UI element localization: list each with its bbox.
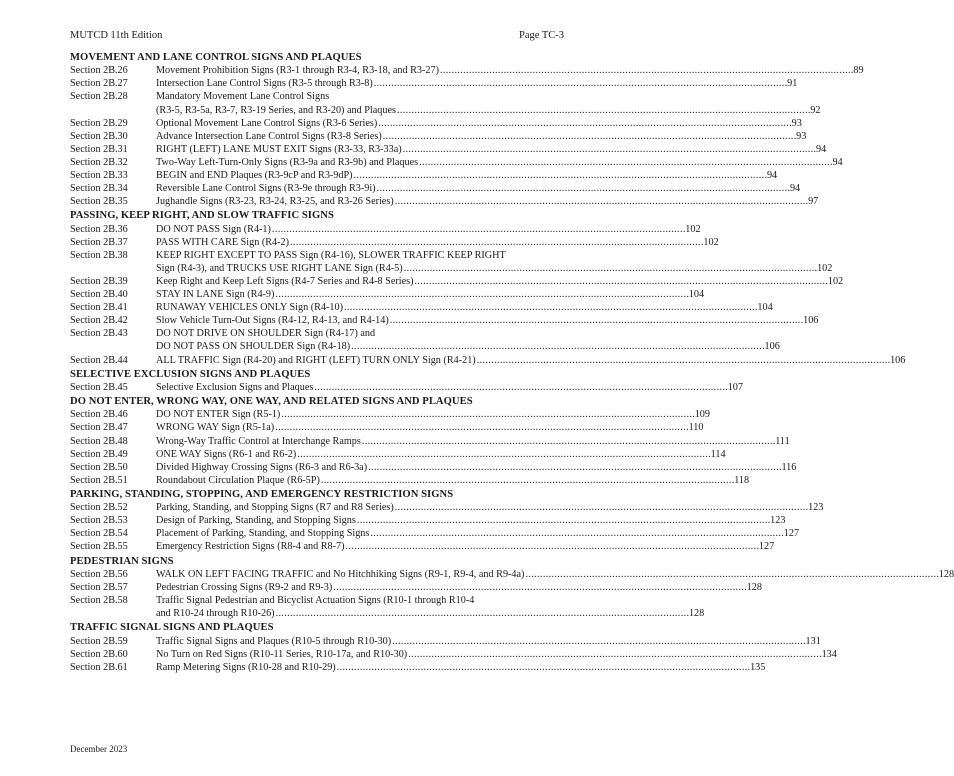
section-number: Section 2B.31 [70,143,128,155]
entry-title: DO NOT ENTER Sign (R5-1) [156,409,281,421]
section-number: Section 2B.48 [70,435,128,447]
dot-leader [356,514,769,527]
toc-group-heading: SELECTIVE EXCLUSION SIGNS AND PLAQUES [70,368,311,380]
entry-title: Reversible Lane Control Signs (R3-9e through R3-9i) [156,183,376,195]
page-ref: 110 [688,422,704,434]
entry-title: Placement of Parking, Standing, and Stopping Signs [156,528,370,540]
toc-entry [70,223,701,236]
toc-entry [70,354,906,367]
page-ref: 109 [694,409,710,421]
toc-entry-continuation [70,262,833,275]
dot-leader [367,461,780,474]
entry-title: DO NOT PASS Sign (R4-1) [156,223,271,235]
dot-leader [413,275,826,288]
page-ref: 128 [938,568,954,580]
entry-title: Keep Right and Keep Left Signs (R4-7 Series and R4-8 Series) [156,276,414,287]
section-number: Section 2B.41 [70,302,128,314]
entry-title: DO NOT DRIVE ON SHOULDER Sign (R4-17) and [156,328,376,340]
toc-entry [70,408,710,421]
page-ref: 93 [796,130,807,142]
section-number: Section 2B.39 [70,276,128,287]
section-number: Section 2B.34 [70,183,128,195]
page-ref: 106 [764,341,780,353]
entry-title: Optional Movement Lane Control Signs (R3-6 Series) [156,117,378,129]
entry-title: Roundabout Circulation Plaque (R6-5P) [156,474,320,486]
dot-leader [403,262,816,275]
toc-group-heading: PEDESTRIAN SIGNS [70,555,174,567]
dot-leader [332,581,745,594]
dot-leader [343,301,756,314]
toc-entry [70,275,844,288]
section-number: Section 2B.52 [70,502,128,514]
toc-entry [70,77,798,90]
section-number: Section 2B.57 [70,581,128,593]
entry-title: Wrong-Way Traffic Control at Interchange Ramps [156,435,361,447]
toc-entry [70,288,705,301]
section-number: Section 2B.56 [70,568,128,580]
page-ref: 111 [775,435,790,447]
toc-entry [70,448,726,461]
page-ref: 135 [750,661,766,673]
section-number: Section 2B.33 [70,170,128,182]
toc-entry-continuation [70,607,705,620]
toc-entry [70,568,954,581]
toc-group-heading: PARKING, STANDING, STOPPING, AND EMERGENCY RESTRICTION SIGNS [70,488,454,500]
toc-group-heading: TRAFFIC SIGNAL SIGNS AND PLAQUES [70,622,274,634]
dot-leader [439,64,852,77]
page-header [70,29,564,43]
dot-leader [313,381,726,394]
entry-title: Movement Prohibition Signs (R3-1 through R3-4, R3-18, and R3-27) [156,65,439,77]
dot-leader [361,435,774,448]
dot-leader [376,182,789,195]
toc-entry [70,421,704,434]
page-ref: 92 [810,104,821,116]
page-ref: 127 [783,528,800,540]
entry-title: Ramp Metering Signs (R10-28 and R10-29) [156,661,336,673]
toc-entry [70,169,778,182]
toc-entry [70,64,864,77]
entry-title: Pedestrian Crossing Signs (R9-2 and R9-3) [156,581,333,593]
toc-entry-continuation [70,104,821,117]
toc-entry [70,143,827,156]
entry-title: ONE WAY Signs (R6-1 and R6-2) [156,448,297,460]
section-number: Section 2B.50 [70,461,128,473]
entry-title: Intersection Lane Control Signs (R3-5 through R3-8) [156,78,373,90]
toc-entry [70,540,775,553]
dot-leader [353,169,766,182]
toc-entry [70,648,837,661]
section-number: Section 2B.46 [70,409,128,421]
page-ref: 102 [685,223,701,235]
page-ref: 104 [757,302,773,314]
toc-entry [70,501,824,514]
dot-leader [336,661,749,674]
entry-title: Traffic Signal Signs and Plaques (R10-5 through R10-30) [156,635,392,647]
page-ref: 104 [688,289,705,301]
page-ref: 106 [803,315,819,327]
page-ref: 134 [821,648,837,660]
dot-leader [373,77,786,90]
entry-title: (R3-5, R3-5a, R3-7, R3-19 Series, and R3-20) and Plaques [156,104,396,116]
toc-entry [70,314,819,327]
entry-title: ALL TRAFFIC Sign (R4-20) and RIGHT (LEFT) TURN ONLY Sign (R4-21) [156,354,476,366]
section-number: Section 2B.40 [70,289,128,301]
section-number: Section 2B.43 [70,328,128,340]
dot-leader [320,474,733,487]
section-number: Section 2B.29 [70,117,128,129]
toc-entry [70,236,719,249]
dot-leader [394,501,807,514]
toc-entry [70,249,564,262]
dot-leader [394,195,807,208]
page-ref: 107 [727,381,743,393]
toc-entry [70,594,564,607]
page-ref: 127 [758,541,775,553]
page-ref: 102 [827,276,844,287]
document-title: MUTCD 11th Edition [70,30,163,41]
section-number: Section 2B.53 [70,515,128,527]
page-ref: 114 [710,448,726,460]
page-ref: 91 [787,78,798,90]
toc-entry [70,514,786,527]
entry-title: Selective Exclusion Signs and Plaques [156,381,314,393]
toc-entry [70,527,800,540]
dot-leader [382,130,795,143]
page-ref: 102 [703,236,719,248]
dot-leader [350,340,763,353]
page-ref: 116 [781,461,797,473]
section-number: Section 2B.37 [70,236,128,248]
dot-leader [274,288,687,301]
dot-leader [391,635,804,648]
toc-entry [70,635,821,648]
toc-entry [70,182,801,195]
section-number: Section 2B.45 [70,381,128,393]
entry-title: WALK ON LEFT FACING TRAFFIC and No Hitchhiking Signs (R9-1, R9-4, and R9-4a) [156,568,525,580]
section-number: Section 2B.26 [70,65,128,77]
toc-group-heading: DO NOT ENTER, WRONG WAY, ONE WAY, AND RELATED SIGNS AND PLAQUES [70,396,473,408]
dot-leader [275,607,688,620]
toc-entry [70,130,807,143]
entry-title: STAY IN LANE Sign (R4-9) [156,289,275,301]
section-number: Section 2B.49 [70,448,128,460]
entry-title: Advance Intersection Lane Control Signs (R3-8 Series) [156,130,382,142]
entry-title: Divided Highway Crossing Signs (R6-3 and R6-3a) [156,461,368,473]
page-ref: 106 [890,354,906,366]
section-number: Section 2B.28 [70,91,128,103]
entry-title: and R10-24 through R10-26) [156,608,275,620]
toc-entry [70,117,802,130]
section-number: Section 2B.42 [70,315,128,327]
page-ref: 123 [770,515,786,527]
entry-title: BEGIN and END Plaques (R3-9cP and R3-9dP) [156,170,353,182]
dot-leader [402,143,815,156]
section-number: Section 2B.44 [70,354,128,366]
page-ref: 89 [853,65,864,77]
dot-leader [476,354,889,367]
toc-entry [70,381,743,394]
page-ref: 131 [805,635,821,647]
entry-title: Jughandle Signs (R3-23, R3-24, R3-25, and R3-26 Series) [156,196,394,208]
toc-entry [70,474,750,487]
entry-title: KEEP RIGHT EXCEPT TO PASS Sign (R4-16), SLOWER TRAFFIC KEEP RIGHT [156,249,506,261]
dot-leader [389,314,802,327]
toc-group-heading: PASSING, KEEP RIGHT, AND SLOW TRAFFIC SIGNS [70,210,334,222]
page-ref: 118 [734,474,750,486]
page-ref: 93 [791,117,802,129]
dot-leader [274,421,687,434]
dot-leader [418,156,831,169]
section-number: Section 2B.54 [70,528,128,540]
entry-title: WRONG WAY Sign (R5-1a) [156,422,275,434]
section-number: Section 2B.35 [70,196,128,208]
toc-entry [70,195,819,208]
toc-entry [70,581,762,594]
dot-leader [296,448,709,461]
section-number: Section 2B.58 [70,595,128,607]
section-number: Section 2B.36 [70,223,128,235]
section-number: Section 2B.32 [70,156,128,168]
section-number: Section 2B.61 [70,661,128,673]
table-of-contents [70,50,954,674]
toc-entry [70,461,797,474]
section-number: Section 2B.38 [70,249,128,261]
entry-title: Traffic Signal Pedestrian and Bicyclist Actuation Signs (R10-1 through R10-4 [156,595,475,607]
section-number: Section 2B.27 [70,78,128,90]
page-ref: 94 [816,143,827,155]
dot-leader [396,104,809,117]
page-ref: 102 [817,262,833,274]
entry-title: Sign (R4-3), and TRUCKS USE RIGHT LANE Sign (R4-5) [156,262,403,274]
entry-title: Parking, Standing, and Stopping Signs (R7 and R8 Series) [156,502,394,514]
toc-entry [70,327,564,340]
toc-entry [70,90,564,103]
entry-title: RIGHT (LEFT) LANE MUST EXIT Signs (R3-33, R3-33a) [156,143,402,155]
page-ref: 94 [789,183,801,195]
entry-title: RUNAWAY VEHICLES ONLY Sign (R4-10) [156,302,344,314]
section-number: Section 2B.59 [70,635,128,647]
page-ref: 128 [688,608,705,620]
entry-title: DO NOT PASS ON SHOULDER Sign (R4-18) [156,341,351,353]
entry-title: Two-Way Left-Turn-Only Signs (R3-9a and R3-9b) and Plaques [156,156,419,168]
page-number: Page TC-3 [518,30,564,41]
page-ref: 94 [766,170,778,182]
toc-entry-continuation [70,340,780,353]
toc-entry [70,435,790,448]
dot-leader [407,648,820,661]
toc-entry [70,661,766,674]
toc-entry [70,156,843,169]
section-number: Section 2B.30 [70,130,128,142]
toc-group-heading: MOVEMENT AND LANE CONTROL SIGNS AND PLAQUES [70,52,362,63]
section-number: Section 2B.60 [70,648,128,660]
footer-date: December 2023 [70,744,128,754]
page-ref: 123 [808,502,824,514]
dot-leader [271,223,684,236]
dot-leader [524,568,937,581]
entry-title: PASS WITH CARE Sign (R4-2) [156,236,290,248]
entry-title: No Turn on Red Signs (R10-11 Series, R10-17a, and R10-30) [156,648,408,660]
dot-leader [345,540,758,553]
dot-leader [369,527,782,540]
dot-leader [289,236,702,249]
toc-entry [70,301,773,314]
entry-title: Slow Vehicle Turn-Out Signs (R4-12, R4-13, and R4-14) [156,315,389,327]
entry-title: Mandatory Movement Lane Control Signs [156,91,330,103]
page-ref: 97 [808,196,819,208]
section-number: Section 2B.55 [70,541,128,553]
dot-leader [377,117,790,130]
entry-title: Design of Parking, Standing, and Stopping Signs [156,515,356,527]
entry-title: Emergency Restriction Signs (R8-4 and R8-7) [156,541,345,553]
section-number: Section 2B.51 [70,474,128,486]
dot-leader [280,408,693,421]
section-number: Section 2B.47 [70,422,128,434]
page-ref: 128 [746,581,762,593]
page-ref: 94 [832,156,843,168]
